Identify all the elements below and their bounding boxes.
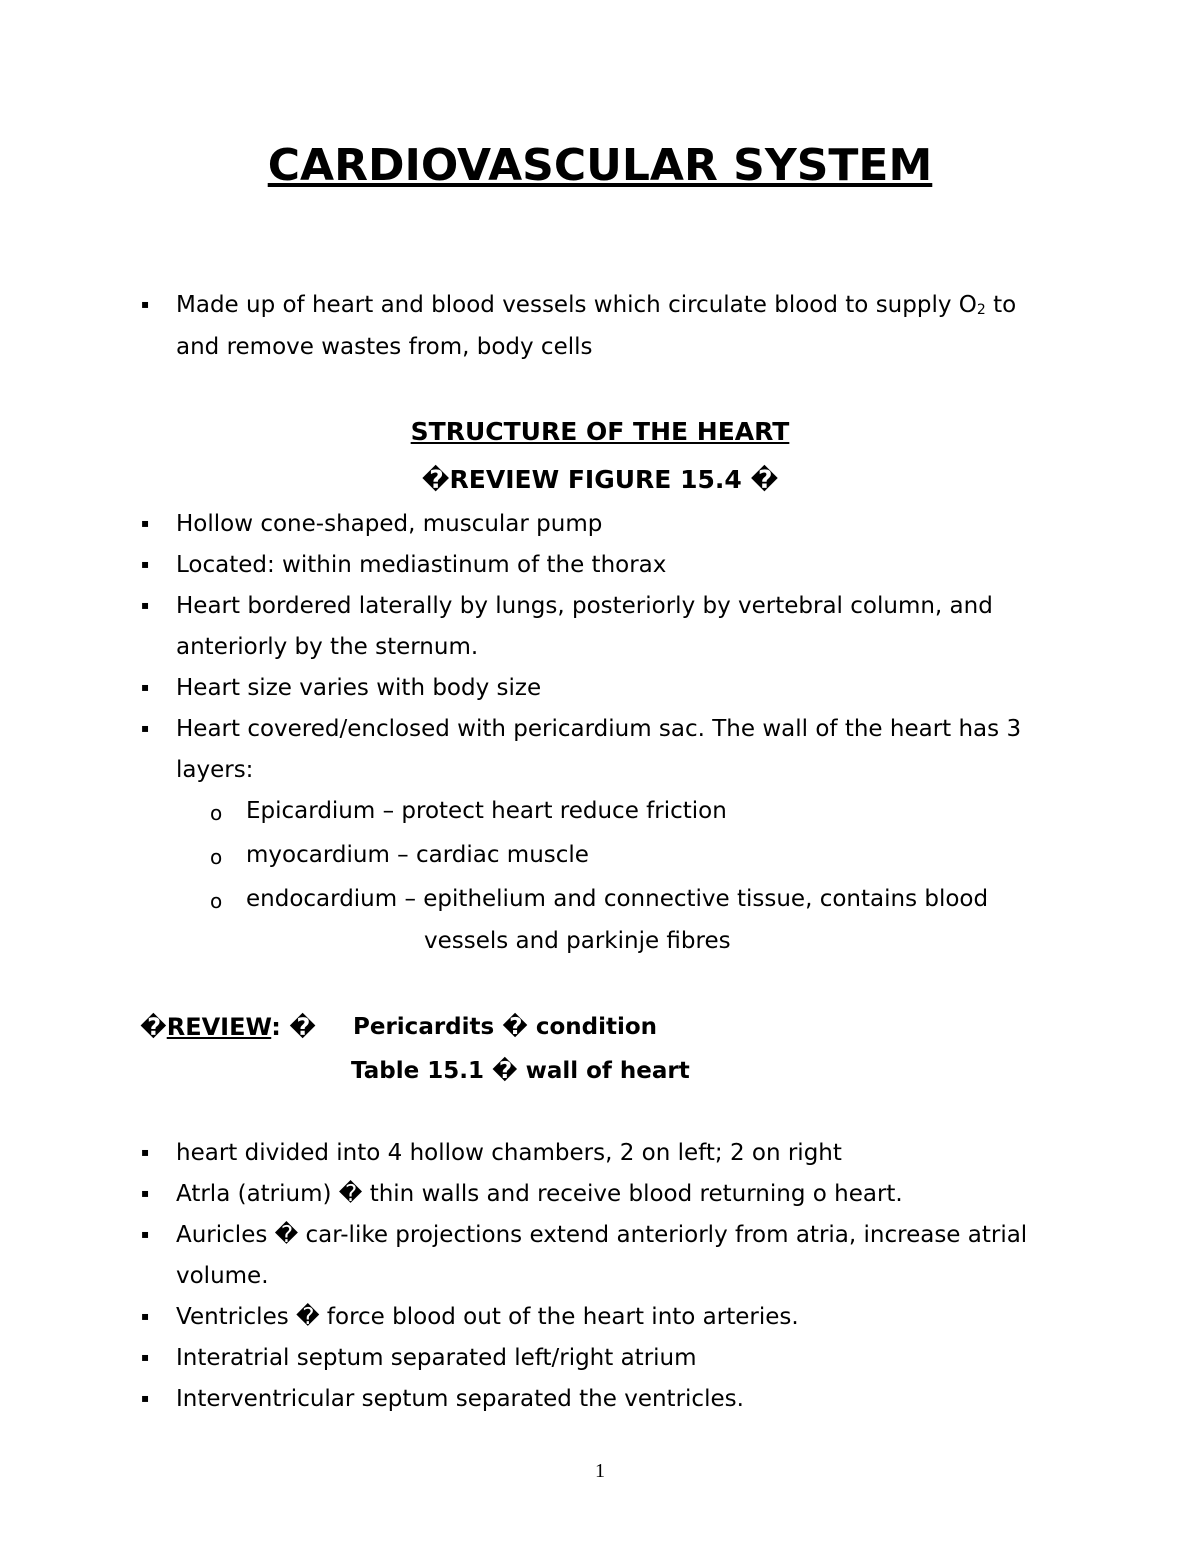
bullet-icon: ▪	[141, 680, 150, 694]
bullet-icon: ▪	[141, 1350, 150, 1364]
review-label-line	[140, 1012, 316, 1042]
list-item: Heart bordered laterally by lungs, posteriorly by vertebral column, and	[176, 593, 993, 619]
bullet-icon: ▪	[141, 1391, 150, 1405]
list-item: Heart covered/enclosed with pericardium sac. The wall of the heart has 3	[176, 716, 1022, 742]
sub-list-item: endocardium – epithelium and connective tissue, contains blood	[246, 886, 989, 912]
page-title: CARDIOVASCULAR SYSTEM	[267, 140, 933, 191]
review-item-pericarditis: Pericardits � condition	[353, 1014, 658, 1040]
list-item: Ventricles � force blood out of the heart into arteries.	[176, 1304, 799, 1330]
intro-text: Made up of heart and blood vessels which circulate blood to supply O	[176, 292, 977, 318]
structure-heading: STRUCTURE OF THE HEART	[410, 417, 790, 446]
list-item: Atrla (atrium) � thin walls and receive blood returning o heart.	[176, 1181, 903, 1207]
list-item: Located: within mediastinum of the thorax	[176, 552, 667, 578]
oxygen-subscript: 2	[976, 302, 986, 318]
intro-line-2: and remove wastes from, body cells	[176, 334, 593, 360]
bullet-icon: ▪	[141, 598, 150, 612]
sub-list-item-continued: vessels and parkinje fibres	[424, 928, 731, 954]
review-colon: : �	[271, 1013, 316, 1041]
list-item-continued: layers:	[176, 757, 254, 783]
bullet-icon: ▪	[141, 1145, 150, 1159]
circle-bullet-icon: o	[210, 889, 223, 913]
circle-bullet-icon: o	[210, 801, 223, 825]
list-item-continued: volume.	[176, 1263, 269, 1289]
bullet-icon: ▪	[141, 1186, 150, 1200]
review-figure-heading: �REVIEW FIGURE 15.4 �	[421, 465, 779, 494]
circle-bullet-icon: o	[210, 845, 223, 869]
sub-list-item: myocardium – cardiac muscle	[246, 842, 589, 868]
list-item: heart divided into 4 hollow chambers, 2 on left; 2 on right	[176, 1140, 842, 1166]
bullet-icon: ▪	[141, 516, 150, 530]
list-item: Interatrial septum separated left/right atrium	[176, 1345, 697, 1371]
list-item: Auricles � car-like projections extend anteriorly from atria, increase atrial	[176, 1222, 1028, 1248]
bullet-icon: ▪	[141, 1309, 150, 1323]
list-item: Hollow cone-shaped, muscular pump	[176, 511, 603, 537]
list-item: Interventricular septum separated the ventricles.	[176, 1386, 744, 1412]
list-item: Heart size varies with body size	[176, 675, 542, 701]
intro-line-1	[176, 290, 1016, 325]
bullet-icon: ▪	[141, 297, 150, 311]
review-label: REVIEW	[166, 1013, 272, 1041]
review-item-table: Table 15.1 � wall of heart	[351, 1058, 690, 1084]
page-number: 1	[595, 1460, 605, 1482]
bullet-icon: ▪	[141, 1227, 150, 1241]
bullet-icon: ▪	[141, 557, 150, 571]
sub-list-item: Epicardium – protect heart reduce friction	[246, 798, 727, 824]
list-item-continued: anteriorly by the sternum.	[176, 634, 479, 660]
bullet-icon: ▪	[141, 721, 150, 735]
review-lead-mark: �	[140, 1013, 167, 1041]
intro-text-end: to	[985, 292, 1017, 318]
